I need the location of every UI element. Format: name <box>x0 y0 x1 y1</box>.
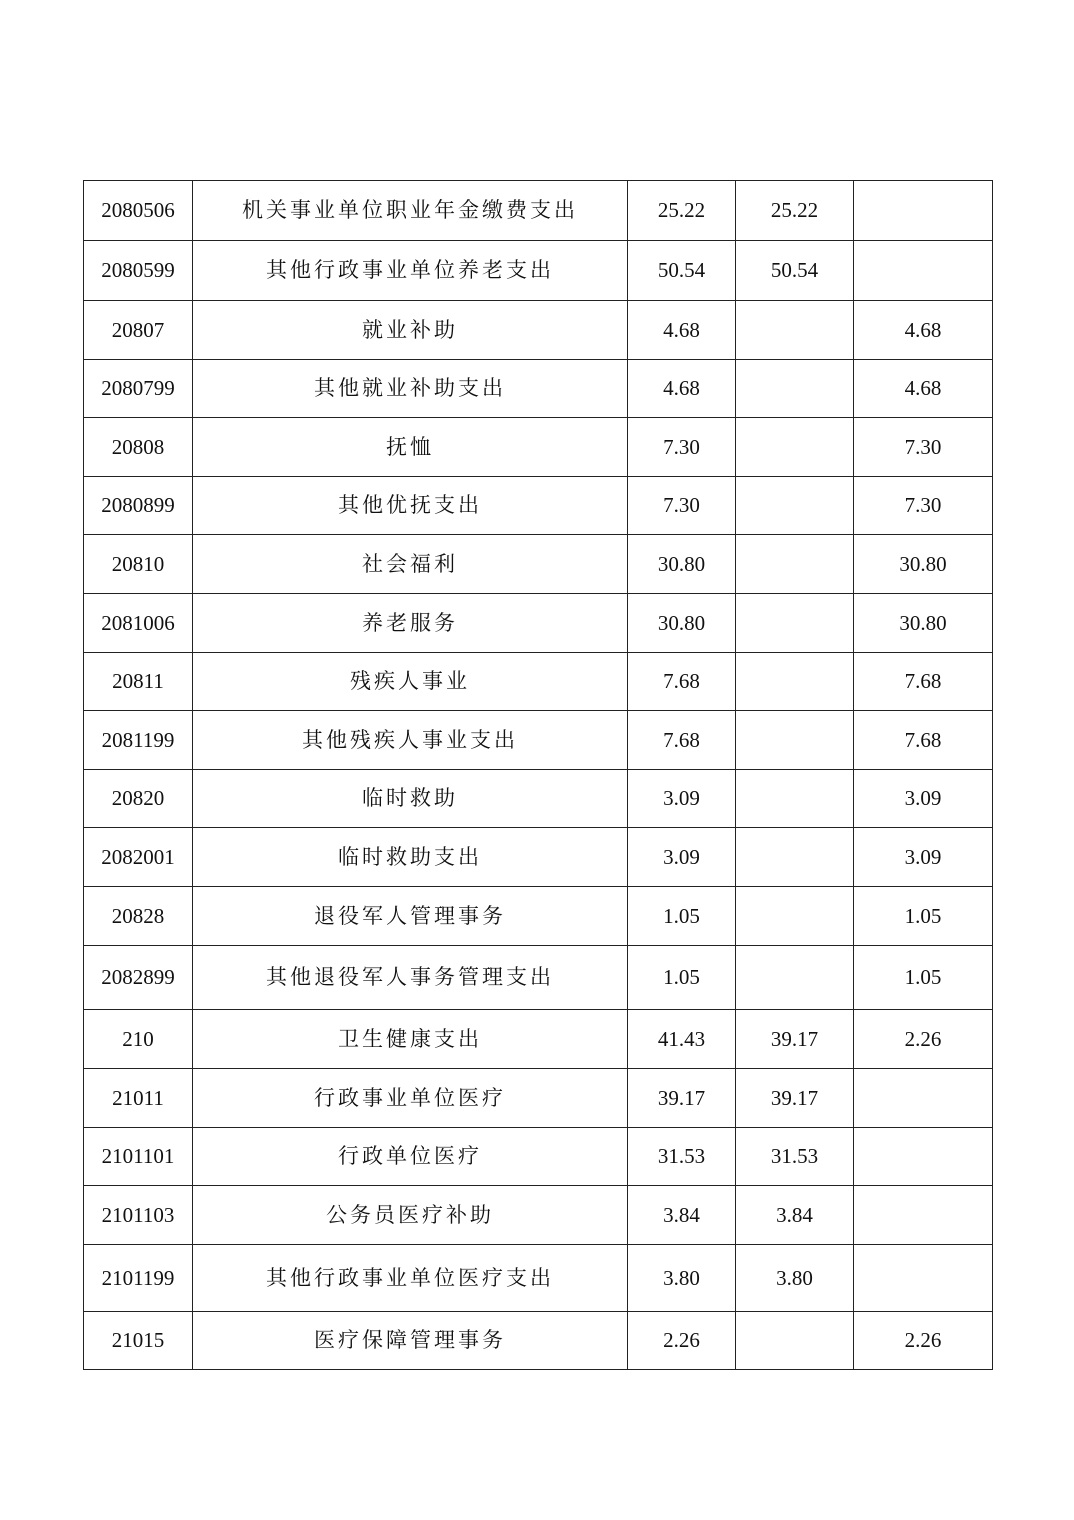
project-expenditure-cell <box>854 1245 993 1312</box>
subject-code-cell: 2080899 <box>84 477 193 535</box>
subject-name-cell: 其他优抚支出 <box>193 477 628 535</box>
total-amount-cell: 7.68 <box>628 653 736 711</box>
project-expenditure-cell: 7.68 <box>854 711 993 770</box>
subject-name-cell: 临时救助支出 <box>193 828 628 887</box>
basic-expenditure-cell <box>736 301 854 360</box>
total-amount-cell: 3.84 <box>628 1186 736 1245</box>
subject-code-cell: 2101101 <box>84 1128 193 1186</box>
table-row <box>84 1010 993 1069</box>
basic-expenditure-cell <box>736 946 854 1010</box>
subject-name-cell: 医疗保障管理事务 <box>193 1312 628 1370</box>
project-expenditure-cell <box>854 1069 993 1128</box>
subject-code-cell: 20807 <box>84 301 193 360</box>
table-row <box>84 828 993 887</box>
subject-name-cell: 养老服务 <box>193 594 628 653</box>
table-row <box>84 653 993 711</box>
project-expenditure-cell: 7.68 <box>854 653 993 711</box>
subject-code-cell: 2101103 <box>84 1186 193 1245</box>
basic-expenditure-cell: 39.17 <box>736 1069 854 1128</box>
total-amount-cell: 7.30 <box>628 477 736 535</box>
project-expenditure-cell: 30.80 <box>854 535 993 594</box>
subject-name-cell: 卫生健康支出 <box>193 1010 628 1069</box>
total-amount-cell: 3.09 <box>628 770 736 828</box>
table-row <box>84 301 993 360</box>
subject-code-cell: 2080506 <box>84 181 193 241</box>
basic-expenditure-cell <box>736 653 854 711</box>
total-amount-cell: 3.80 <box>628 1245 736 1312</box>
subject-code-cell: 20828 <box>84 887 193 946</box>
table-row <box>84 711 993 770</box>
project-expenditure-cell: 4.68 <box>854 360 993 418</box>
subject-name-cell: 其他行政事业单位养老支出 <box>193 241 628 301</box>
subject-name-cell: 残疾人事业 <box>193 653 628 711</box>
basic-expenditure-cell <box>736 770 854 828</box>
subject-name-cell: 就业补助 <box>193 301 628 360</box>
basic-expenditure-cell <box>736 535 854 594</box>
subject-code-cell: 2082001 <box>84 828 193 887</box>
subject-name-cell: 抚恤 <box>193 418 628 477</box>
table-row <box>84 1069 993 1128</box>
table-row <box>84 887 993 946</box>
total-amount-cell: 7.68 <box>628 711 736 770</box>
subject-name-cell: 公务员医疗补助 <box>193 1186 628 1245</box>
subject-code-cell: 2080599 <box>84 241 193 301</box>
table-row <box>84 1128 993 1186</box>
project-expenditure-cell: 7.30 <box>854 477 993 535</box>
subject-code-cell: 2080799 <box>84 360 193 418</box>
table-row <box>84 1312 993 1370</box>
table-row <box>84 594 993 653</box>
subject-name-cell: 其他就业补助支出 <box>193 360 628 418</box>
total-amount-cell: 2.26 <box>628 1312 736 1370</box>
basic-expenditure-cell: 39.17 <box>736 1010 854 1069</box>
subject-code-cell: 2081006 <box>84 594 193 653</box>
expenditure-table <box>83 180 993 1370</box>
basic-expenditure-cell: 3.80 <box>736 1245 854 1312</box>
subject-name-cell: 其他残疾人事业支出 <box>193 711 628 770</box>
project-expenditure-cell <box>854 1186 993 1245</box>
subject-code-cell: 20810 <box>84 535 193 594</box>
total-amount-cell: 4.68 <box>628 360 736 418</box>
subject-code-cell: 21011 <box>84 1069 193 1128</box>
basic-expenditure-cell <box>736 1312 854 1370</box>
project-expenditure-cell: 1.05 <box>854 887 993 946</box>
basic-expenditure-cell <box>736 360 854 418</box>
subject-name-cell: 社会福利 <box>193 535 628 594</box>
basic-expenditure-cell <box>736 477 854 535</box>
total-amount-cell: 31.53 <box>628 1128 736 1186</box>
basic-expenditure-cell <box>736 711 854 770</box>
subject-code-cell: 2101199 <box>84 1245 193 1312</box>
basic-expenditure-cell: 25.22 <box>736 181 854 241</box>
project-expenditure-cell: 3.09 <box>854 828 993 887</box>
total-amount-cell: 4.68 <box>628 301 736 360</box>
table-row <box>84 770 993 828</box>
project-expenditure-cell: 2.26 <box>854 1010 993 1069</box>
project-expenditure-cell: 2.26 <box>854 1312 993 1370</box>
subject-code-cell: 20811 <box>84 653 193 711</box>
subject-code-cell: 2081199 <box>84 711 193 770</box>
total-amount-cell: 39.17 <box>628 1069 736 1128</box>
table-row <box>84 241 993 301</box>
total-amount-cell: 41.43 <box>628 1010 736 1069</box>
subject-name-cell: 机关事业单位职业年金缴费支出 <box>193 181 628 241</box>
table-row <box>84 535 993 594</box>
basic-expenditure-cell: 31.53 <box>736 1128 854 1186</box>
total-amount-cell: 7.30 <box>628 418 736 477</box>
table-row <box>84 418 993 477</box>
basic-expenditure-cell: 50.54 <box>736 241 854 301</box>
total-amount-cell: 3.09 <box>628 828 736 887</box>
subject-name-cell: 临时救助 <box>193 770 628 828</box>
table-row <box>84 1186 993 1245</box>
table-row <box>84 360 993 418</box>
total-amount-cell: 1.05 <box>628 946 736 1010</box>
table-row <box>84 181 993 241</box>
subject-name-cell: 其他行政事业单位医疗支出 <box>193 1245 628 1312</box>
project-expenditure-cell: 7.30 <box>854 418 993 477</box>
project-expenditure-cell <box>854 181 993 241</box>
project-expenditure-cell: 4.68 <box>854 301 993 360</box>
total-amount-cell: 30.80 <box>628 594 736 653</box>
table-row <box>84 477 993 535</box>
table-row <box>84 1245 993 1312</box>
expenditure-table-body <box>84 181 993 1370</box>
subject-name-cell: 行政单位医疗 <box>193 1128 628 1186</box>
total-amount-cell: 50.54 <box>628 241 736 301</box>
subject-name-cell: 退役军人管理事务 <box>193 887 628 946</box>
project-expenditure-cell <box>854 241 993 301</box>
project-expenditure-cell <box>854 1128 993 1186</box>
basic-expenditure-cell <box>736 418 854 477</box>
subject-code-cell: 20820 <box>84 770 193 828</box>
total-amount-cell: 1.05 <box>628 887 736 946</box>
project-expenditure-cell: 1.05 <box>854 946 993 1010</box>
basic-expenditure-cell <box>736 594 854 653</box>
table-row <box>84 946 993 1010</box>
subject-code-cell: 21015 <box>84 1312 193 1370</box>
subject-code-cell: 2082899 <box>84 946 193 1010</box>
subject-code-cell: 20808 <box>84 418 193 477</box>
basic-expenditure-cell: 3.84 <box>736 1186 854 1245</box>
basic-expenditure-cell <box>736 887 854 946</box>
project-expenditure-cell: 3.09 <box>854 770 993 828</box>
subject-name-cell: 行政事业单位医疗 <box>193 1069 628 1128</box>
total-amount-cell: 25.22 <box>628 181 736 241</box>
subject-code-cell: 210 <box>84 1010 193 1069</box>
subject-name-cell: 其他退役军人事务管理支出 <box>193 946 628 1010</box>
total-amount-cell: 30.80 <box>628 535 736 594</box>
basic-expenditure-cell <box>736 828 854 887</box>
project-expenditure-cell: 30.80 <box>854 594 993 653</box>
